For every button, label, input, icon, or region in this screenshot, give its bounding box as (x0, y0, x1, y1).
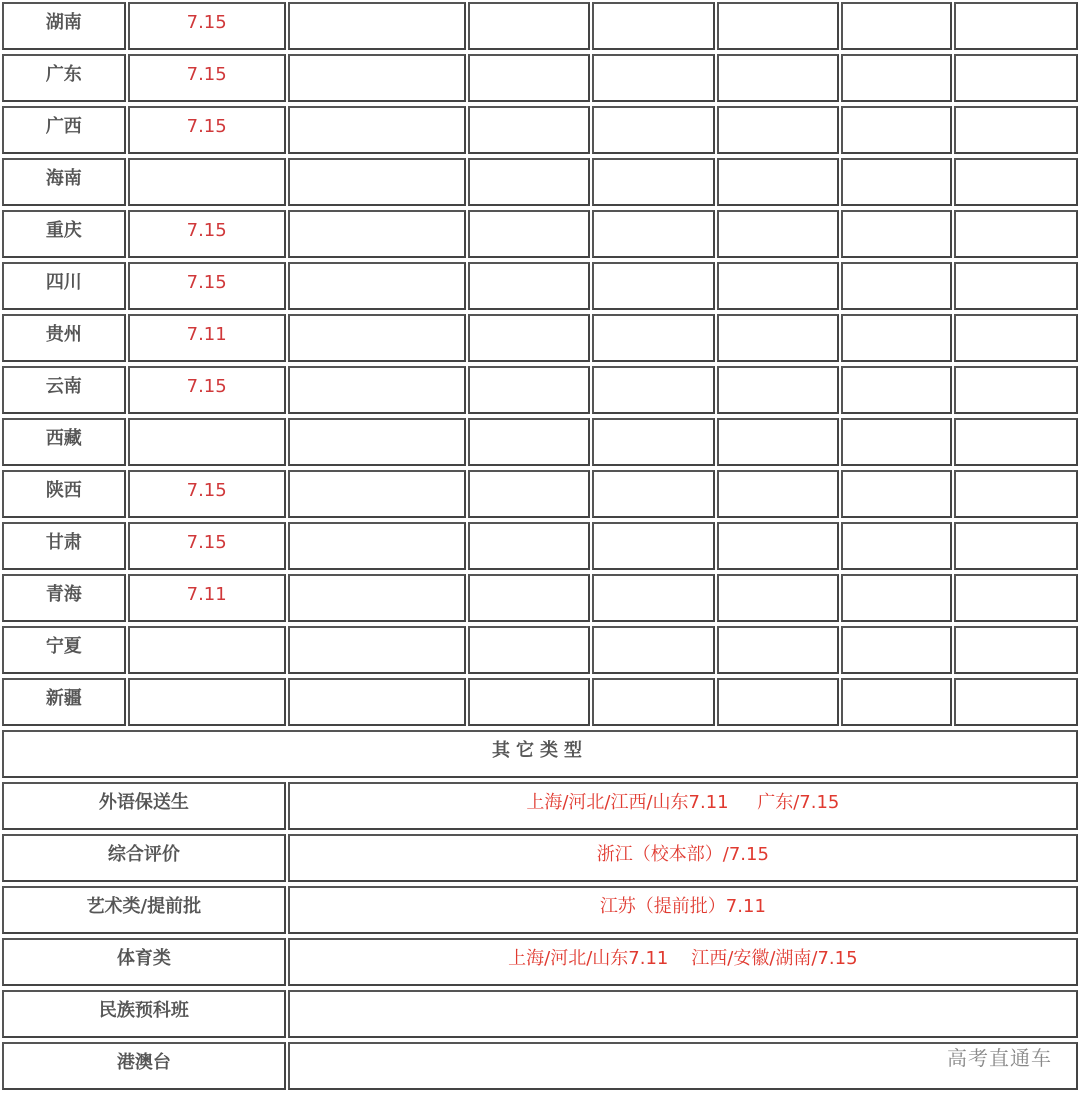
empty-cell (468, 366, 590, 414)
type-label: 体育类 (2, 938, 286, 986)
empty-cell (954, 418, 1078, 466)
type-label: 港澳台 (2, 1042, 286, 1090)
province-date: 7.11 (128, 314, 286, 362)
empty-cell (468, 262, 590, 310)
province-name: 西藏 (2, 418, 126, 466)
province-date: 7.15 (128, 2, 286, 50)
type-label: 综合评价 (2, 834, 286, 882)
empty-cell (717, 210, 839, 258)
type-value: 上海/河北/山东7.11 江西/安徽/湖南/7.15 (288, 938, 1078, 986)
section-header-row (2, 730, 1078, 778)
type-value: 浙江（校本部）/7.15 (288, 834, 1078, 882)
empty-cell (954, 470, 1078, 518)
empty-cell (717, 626, 839, 674)
empty-cell (717, 314, 839, 362)
province-date: 7.15 (128, 106, 286, 154)
province-name: 广西 (2, 106, 126, 154)
empty-cell (592, 262, 716, 310)
province-row (2, 158, 1078, 206)
province-name: 重庆 (2, 210, 126, 258)
empty-cell (954, 158, 1078, 206)
empty-cell (841, 678, 952, 726)
empty-cell (717, 158, 839, 206)
empty-cell (717, 262, 839, 310)
empty-cell (954, 366, 1078, 414)
type-value (288, 990, 1078, 1038)
empty-cell (592, 574, 716, 622)
empty-cell (288, 678, 466, 726)
province-name: 海南 (2, 158, 126, 206)
province-name: 青海 (2, 574, 126, 622)
empty-cell (841, 470, 952, 518)
province-row (2, 54, 1078, 102)
province-date: 7.15 (128, 470, 286, 518)
province-name: 新疆 (2, 678, 126, 726)
empty-cell (717, 54, 839, 102)
empty-cell (841, 106, 952, 154)
type-value: 江苏（提前批）7.11 (288, 886, 1078, 934)
empty-cell (468, 470, 590, 518)
empty-cell (841, 210, 952, 258)
empty-cell (954, 626, 1078, 674)
province-date: 7.15 (128, 210, 286, 258)
watermark-text: 高考直通车 (947, 1046, 1052, 1070)
empty-cell (468, 2, 590, 50)
other-type-row (2, 1042, 1078, 1090)
other-type-row (2, 782, 1078, 830)
empty-cell (954, 522, 1078, 570)
empty-cell (592, 158, 716, 206)
province-row (2, 262, 1078, 310)
empty-cell (841, 158, 952, 206)
province-row (2, 470, 1078, 518)
empty-cell (841, 574, 952, 622)
empty-cell (468, 574, 590, 622)
empty-cell (592, 626, 716, 674)
empty-cell (841, 314, 952, 362)
empty-cell (717, 470, 839, 518)
type-value: 上海/河北/江西/山东7.11 广东/7.15 (288, 782, 1078, 830)
empty-cell (288, 418, 466, 466)
empty-cell (288, 522, 466, 570)
province-row (2, 210, 1078, 258)
empty-cell (288, 574, 466, 622)
empty-cell (592, 54, 716, 102)
empty-cell (841, 522, 952, 570)
empty-cell (592, 106, 716, 154)
province-date: 7.15 (128, 522, 286, 570)
empty-cell (592, 2, 716, 50)
empty-cell (841, 626, 952, 674)
other-type-row (2, 834, 1078, 882)
empty-cell (717, 574, 839, 622)
empty-cell (592, 314, 716, 362)
empty-cell (717, 418, 839, 466)
province-row (2, 678, 1078, 726)
province-row (2, 522, 1078, 570)
empty-cell (717, 366, 839, 414)
empty-cell (468, 522, 590, 570)
empty-cell (468, 314, 590, 362)
empty-cell (954, 2, 1078, 50)
empty-cell (841, 54, 952, 102)
province-row (2, 314, 1078, 362)
empty-cell (841, 262, 952, 310)
empty-cell (592, 366, 716, 414)
empty-cell (468, 678, 590, 726)
province-date: 7.15 (128, 262, 286, 310)
empty-cell (954, 262, 1078, 310)
type-label: 外语保送生 (2, 782, 286, 830)
province-date (128, 678, 286, 726)
empty-cell (592, 522, 716, 570)
empty-cell (592, 418, 716, 466)
empty-cell (288, 158, 466, 206)
empty-cell (288, 54, 466, 102)
empty-cell (954, 210, 1078, 258)
empty-cell (717, 106, 839, 154)
province-name: 湖南 (2, 2, 126, 50)
empty-cell (954, 54, 1078, 102)
empty-cell (468, 106, 590, 154)
empty-cell (288, 366, 466, 414)
province-date (128, 158, 286, 206)
empty-cell (841, 2, 952, 50)
province-row (2, 418, 1078, 466)
empty-cell (288, 626, 466, 674)
empty-cell (841, 418, 952, 466)
empty-cell (288, 106, 466, 154)
other-type-row (2, 990, 1078, 1038)
empty-cell (288, 210, 466, 258)
other-type-row (2, 886, 1078, 934)
empty-cell (717, 2, 839, 50)
empty-cell (468, 158, 590, 206)
empty-cell (468, 418, 590, 466)
province-name: 四川 (2, 262, 126, 310)
province-date (128, 418, 286, 466)
province-name: 陕西 (2, 470, 126, 518)
empty-cell (288, 262, 466, 310)
empty-cell (592, 470, 716, 518)
empty-cell (468, 210, 590, 258)
empty-cell (841, 366, 952, 414)
province-name: 广东 (2, 54, 126, 102)
empty-cell (592, 678, 716, 726)
empty-cell (717, 678, 839, 726)
empty-cell (954, 678, 1078, 726)
type-label: 艺术类/提前批 (2, 886, 286, 934)
province-date: 7.15 (128, 366, 286, 414)
type-label: 民族预科班 (2, 990, 286, 1038)
province-row (2, 2, 1078, 50)
empty-cell (717, 522, 839, 570)
empty-cell (954, 106, 1078, 154)
empty-cell (288, 470, 466, 518)
province-name: 贵州 (2, 314, 126, 362)
province-date (128, 626, 286, 674)
empty-cell (954, 314, 1078, 362)
empty-cell (288, 314, 466, 362)
province-name: 宁夏 (2, 626, 126, 674)
section-title: 其它类型 (2, 730, 1078, 778)
empty-cell (592, 210, 716, 258)
province-row (2, 366, 1078, 414)
province-row (2, 574, 1078, 622)
province-name: 甘肃 (2, 522, 126, 570)
province-row (2, 626, 1078, 674)
empty-cell (288, 2, 466, 50)
province-row (2, 106, 1078, 154)
empty-cell (468, 626, 590, 674)
province-date: 7.15 (128, 54, 286, 102)
empty-cell (954, 574, 1078, 622)
empty-cell (468, 54, 590, 102)
province-name: 云南 (2, 366, 126, 414)
other-type-row (2, 938, 1078, 986)
province-date: 7.11 (128, 574, 286, 622)
